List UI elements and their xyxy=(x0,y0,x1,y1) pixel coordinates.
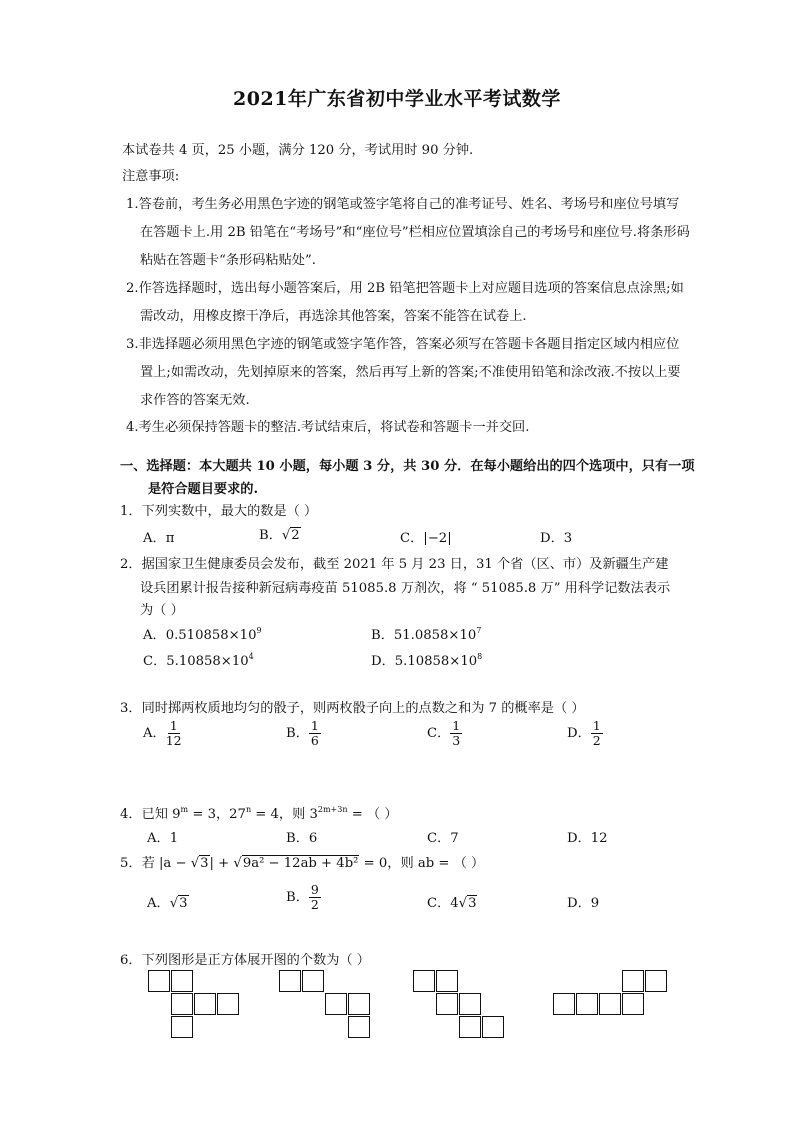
note-line: 在答题卡上.用 2B 铅笔在“考场号”和“座位号”栏相应位置填涂自己的考场号和座位号.将条形码 xyxy=(140,225,690,240)
note-line: 3.非选择题必须用黑色字迹的钢笔或签字笔作答，答案必须写在答题卡各题目指定区域内相应位 xyxy=(126,337,680,352)
q1-option-c: C．|−2| xyxy=(400,531,452,546)
note-line: 置上;如需改动，先划掉原来的答案，然后再写上新的答案;不准使用铅笔和涂改液.不按以上要 xyxy=(140,365,681,380)
question-4-stem: 4．已知 $9^m = 3$，$27^n = 4$，则 $3^{2m+3n}$ = （ ） xyxy=(120,805,398,822)
note-line: 求作答的答案无效. xyxy=(140,393,250,408)
q2-option-b: B．$51.0858\times 10^7$ xyxy=(371,626,482,643)
question-1-stem: 1．下列实数中，最大的数是（ ） xyxy=(120,504,318,519)
note-line: 1.答卷前，考生务必用黑色字迹的钢笔或签字笔将自己的准考证号、姓名、考场号和座位号填写 xyxy=(126,197,680,212)
q2-option-d: D．$5.10858\times 10^8$ xyxy=(371,652,483,669)
question-2-stem: 设兵团累计报告接种新冠病毒疫苗 51085.8 万剂次，将 “ 51085.8 万” 用科学记数法表示 xyxy=(140,581,671,596)
note-line: 需改动，用橡皮擦干净后，再选涂其他答案，答案不能答在试卷上. xyxy=(140,309,527,324)
section-heading: 一、选择题：本大题共 10 小题，每小题 3 分，共 30 分．在每小题给出的四个选项中，只有一项 xyxy=(120,459,695,474)
note-line: 2.作答选择题时，选出每小题答案后，用 2B 铅笔把答题卡上对应题目选项的答案信息点涂黑;如 xyxy=(126,281,684,296)
question-6-stem: 6．下列图形是正方体展开图的个数为（ ） xyxy=(120,953,370,968)
q3-option-d: D． $\frac{1}{2}$ xyxy=(567,718,601,748)
q4-option-a: A．1 xyxy=(147,831,179,846)
q5-option-d: D．9 xyxy=(567,896,600,911)
q1-option-b: B．√2 xyxy=(259,528,300,543)
section-heading: 是符合题目要求的. xyxy=(148,482,259,497)
q5-option-c: C．4√3 xyxy=(427,896,477,911)
question-2-stem: 为（ ） xyxy=(140,603,184,618)
q2-option-a: A．$0.510858\times 10^9$ xyxy=(143,626,262,643)
note-line: 粘贴在答题卡“条形码粘贴处”. xyxy=(140,253,316,268)
q5-option-a: A．√3 xyxy=(147,896,188,911)
q2-option-c: C．$5.10858\times 10^4$ xyxy=(143,652,254,669)
question-2-stem: 2．据国家卫生健康委员会发布，截至 2021 年 5 月 23 日，31 个省（区、市）及新疆生产建 xyxy=(120,557,669,572)
page-title: 2021年广东省初中学业水平考试数学 xyxy=(233,88,561,110)
exam-intro: 本试卷共 4 页，25 小题，满分 120 分，考试用时 90 分钟. xyxy=(122,143,474,158)
q4-option-d: D．12 xyxy=(567,831,608,846)
question-3-stem: 3．同时掷两枚质地均匀的骰子，则两枚骰子向上的点数之和为 7 的概率是（ ） xyxy=(120,701,585,716)
q1-option-a: A．π xyxy=(143,531,175,546)
q3-option-c: C． $\frac{1}{3}$ xyxy=(427,718,461,748)
q3-option-b: B． $\frac{1}{6}$ xyxy=(286,718,319,748)
note-line: 4.考生必须保持答题卡的整洁.考试结束后，将试卷和答题卡一并交回. xyxy=(126,420,530,435)
q4-option-b: B．6 xyxy=(286,831,318,846)
q1-option-d: D．3 xyxy=(540,531,573,546)
q5-option-b: B． $\frac{9}{2}$ xyxy=(286,882,319,912)
question-5-stem: 5．若 |a − √3| + √9a² − 12ab + 4b² = 0，则 ab = （ ） xyxy=(120,856,485,871)
q3-option-a: A． $\frac{1}{12}$ xyxy=(143,718,182,748)
q4-option-c: C．7 xyxy=(427,831,459,846)
notice-heading: 注意事项: xyxy=(122,169,180,184)
